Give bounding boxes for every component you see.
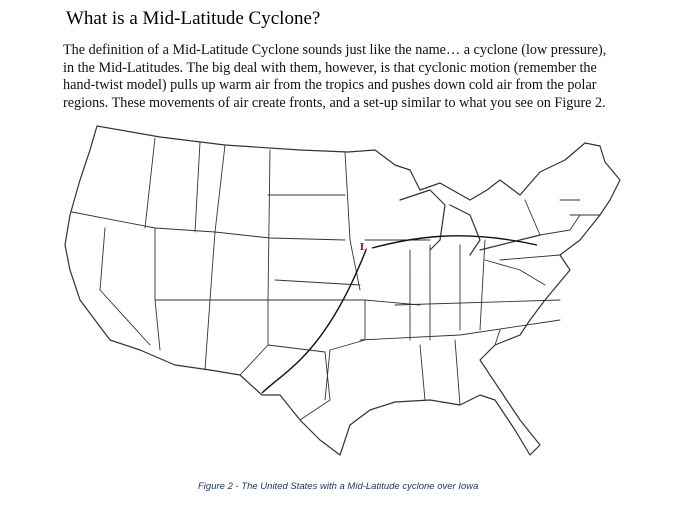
low-pressure-label: L [360,241,368,253]
document-title: What is a Mid-Latitude Cyclone? [66,8,321,29]
paragraph-line: in the Mid-Latitudes. The big deal with them, however, is that cyclonic motion (remember the [63,59,597,76]
paragraph-line: hand-twist model) pulls up warm air from the tropics and pushes down cold air from the polar [63,77,597,93]
figure-caption: Figure 2 - The United States with a Mid-Latitude cyclone over Iowa [198,481,479,492]
usa-outline [65,126,620,455]
state-lines [72,138,600,405]
paragraph-line: regions. These movements of air create fronts, and a set-up similar to what you see on Figure 2. [63,94,606,111]
paragraph-line: The definition of a Mid-Latitude Cyclone sounds just like the name… a cyclone (low pressure), [63,42,607,58]
cold-front-line [262,250,366,393]
